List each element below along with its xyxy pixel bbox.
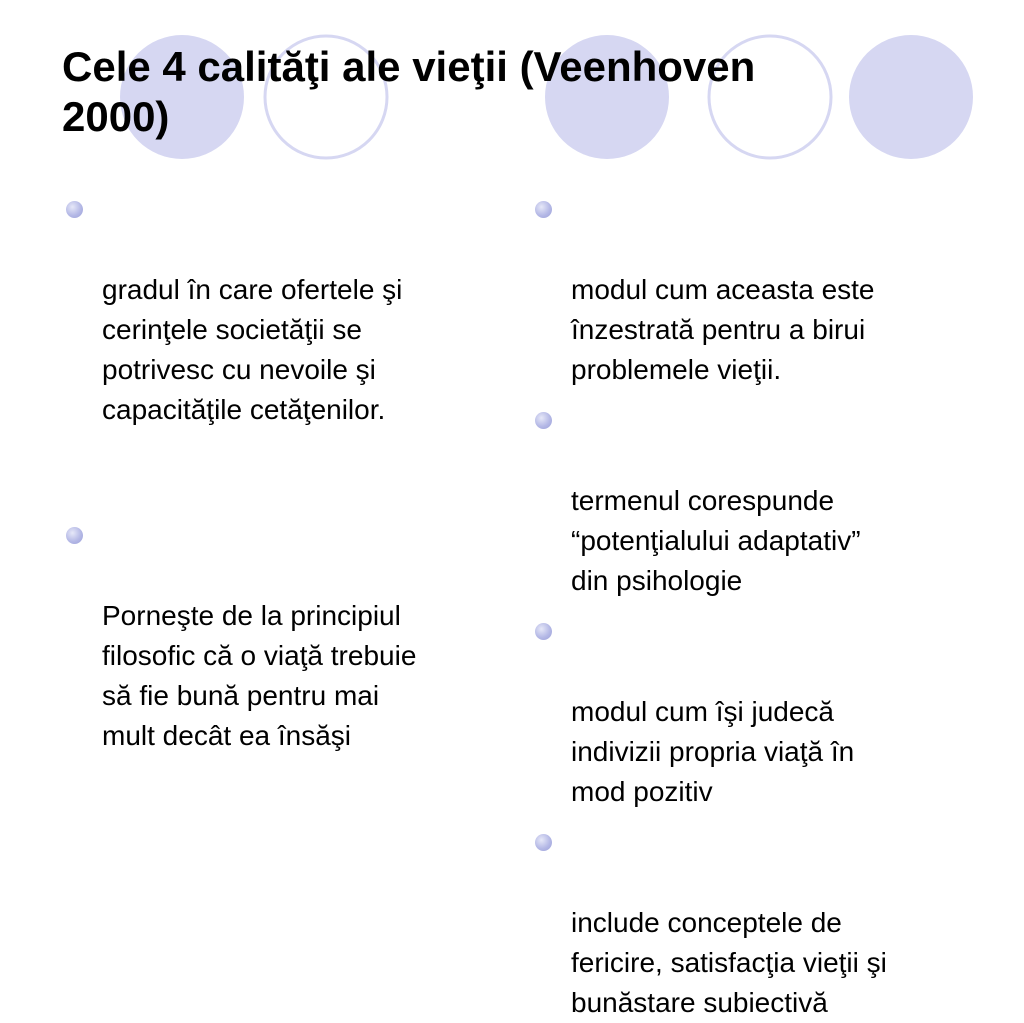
list-item <box>66 516 496 756</box>
list-item-text: Porneşte de la principiul filosofic că o viaţă trebuie să fie bună pentru mai mult decât ea însăşi <box>102 600 417 751</box>
list-item-text: gradul în care ofertele şi cerinţele societăţii se potrivesc cu nevoile şi capacităţile cetăţenilor. <box>102 274 403 425</box>
bullet-icon <box>66 527 83 544</box>
list-item <box>535 401 975 601</box>
list-item <box>66 190 496 430</box>
bullet-icon <box>66 201 83 218</box>
list-item-text: include conceptele de fericire, satisfacţia vieţii şi bunăstare subiectivă <box>571 907 887 1018</box>
bullet-icon <box>535 623 552 640</box>
slide-title: Cele 4 calităţi ale vieţii (Veenhoven 2000) <box>62 43 756 140</box>
bullet-icon <box>535 834 552 851</box>
list-item <box>535 190 975 390</box>
bullet-icon <box>535 412 552 429</box>
list-item-text: modul cum îşi judecă indivizii propria viaţă în mod pozitiv <box>571 696 855 807</box>
list-item <box>535 823 975 1023</box>
left-bullet-list <box>66 190 496 756</box>
list-item <box>535 612 975 812</box>
right-bullet-list <box>535 190 975 1023</box>
list-item-text: termenul corespunde “potenţialului adaptativ” din psihologie <box>571 485 861 596</box>
list-item-text: modul cum aceasta este înzestrată pentru a birui problemele vieţii. <box>571 274 875 385</box>
bullet-icon <box>535 201 552 218</box>
